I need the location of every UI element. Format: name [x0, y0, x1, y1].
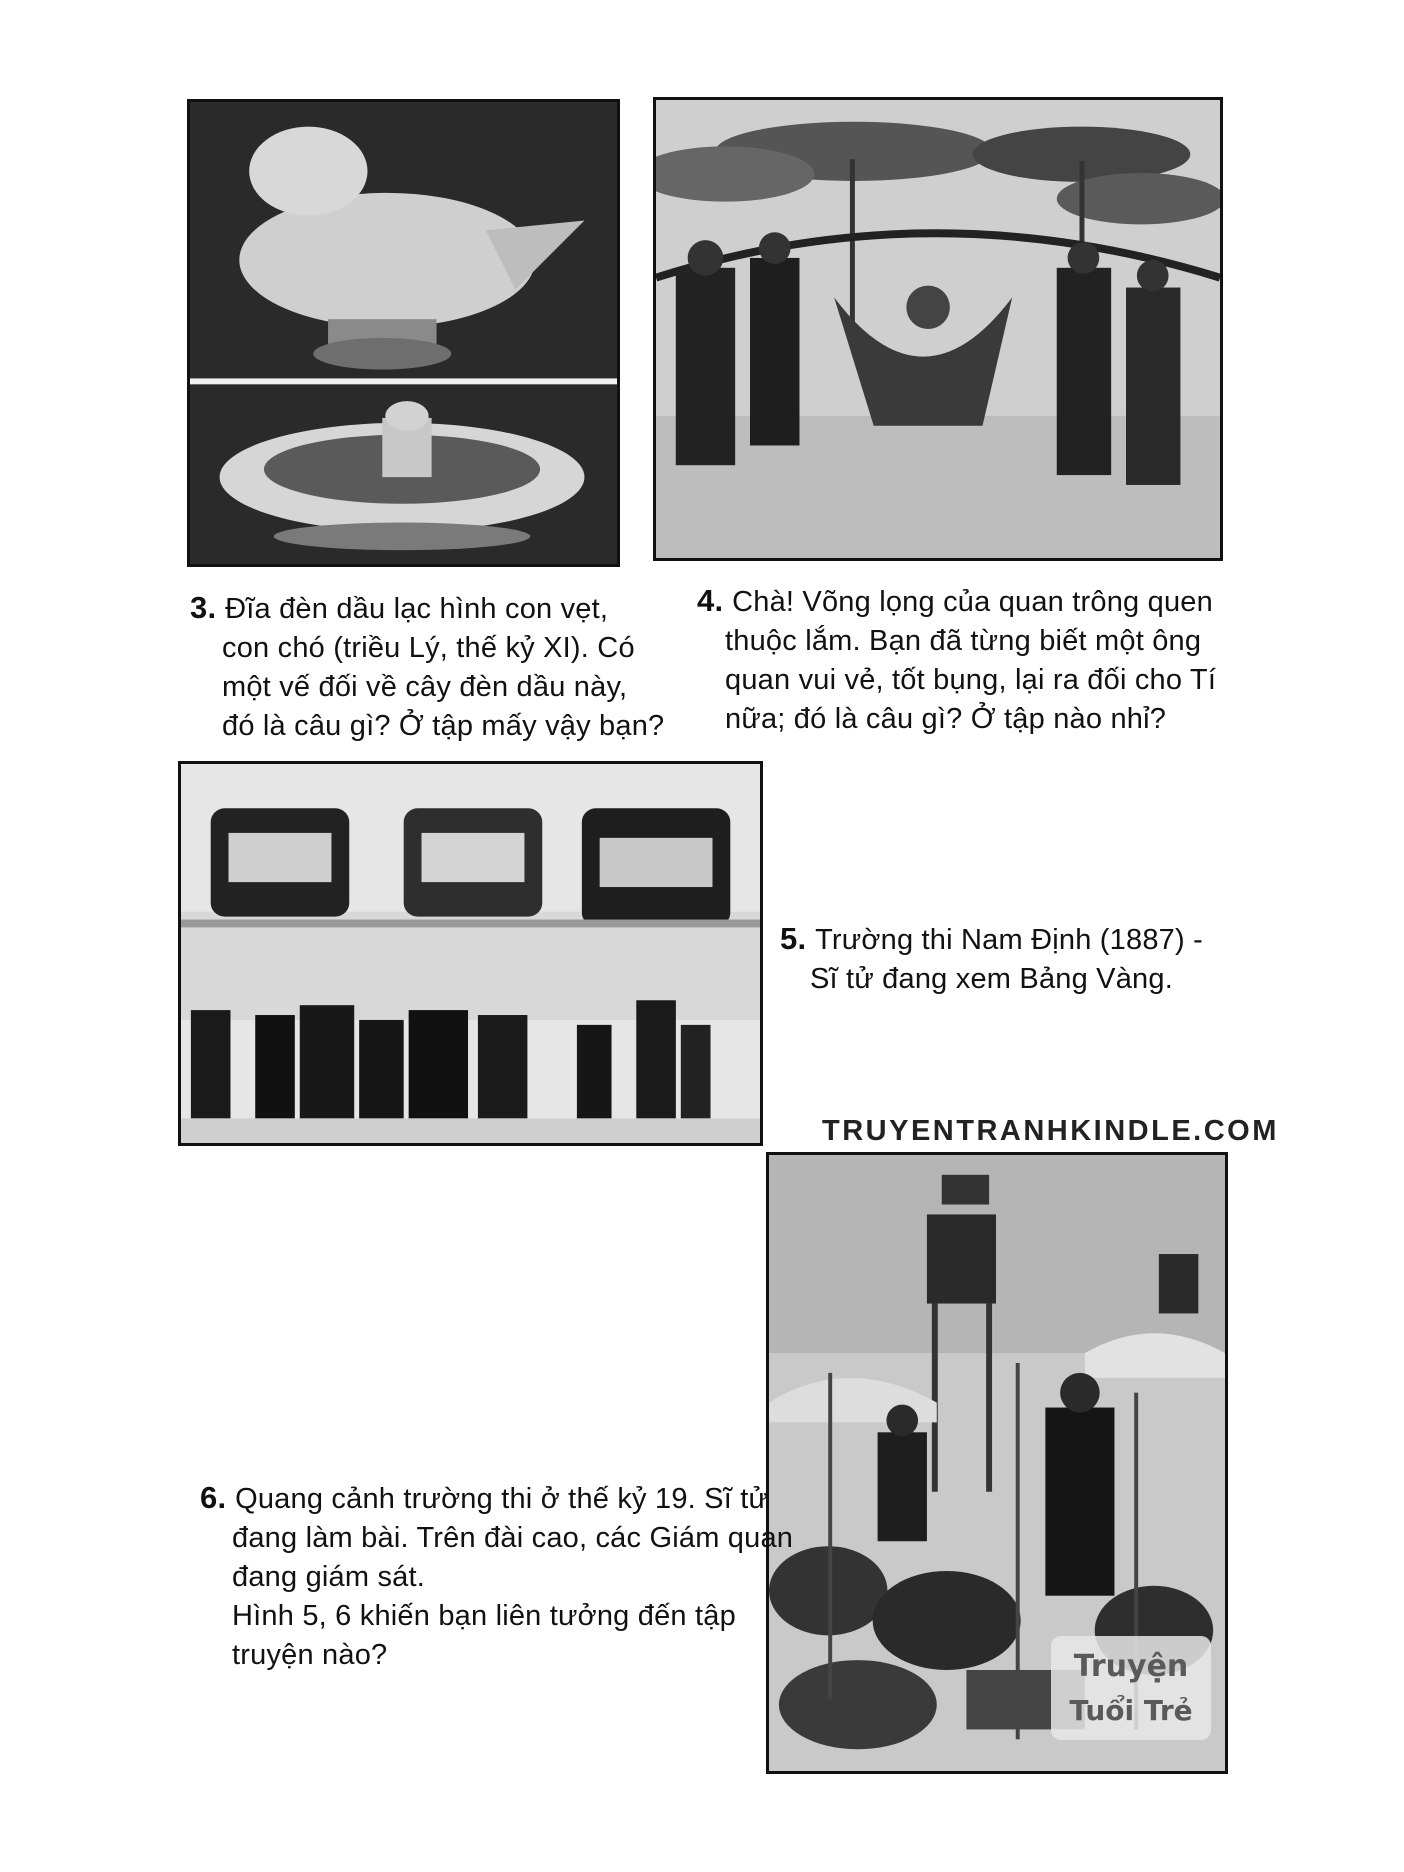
figure-5-number: 5: [780, 921, 798, 956]
figure-5-text-line-1: Trường thi Nam Định (1887) -: [815, 924, 1203, 956]
site-watermark: TRUYENTRANHKINDLE.COM: [822, 1115, 1279, 1147]
figure-6-text-line-4: Hình 5, 6 khiến bạn liên tưởng đến tập: [232, 1600, 736, 1632]
figure-4-text-line-2: thuộc lắm. Bạn đã từng biết một ông: [725, 625, 1202, 657]
figure-3-text-line-1: Đĩa đèn dầu lạc hình con vẹt,: [225, 593, 609, 625]
stamp-line-2: Tuổi Trẻ: [1069, 1694, 1193, 1727]
figure-3-photo: [187, 99, 620, 567]
figure-4-text-line-3: quan vui vẻ, tốt bụng, lại ra đối cho Tí: [725, 664, 1217, 696]
nam-dinh-exam-board-photo-icon: [181, 764, 760, 1143]
mandarin-hammock-parasol-photo-icon: [656, 100, 1220, 558]
figure-5-caption: [780, 919, 1203, 999]
figure-4-text-line-4: nữa; đó là câu gì? Ở tập nào nhỉ?: [725, 703, 1167, 735]
figure-3-number: 3: [190, 590, 208, 625]
figure-6-text-line-1: Quang cảnh trường thi ở thế kỷ 19. Sĩ tử: [235, 1483, 769, 1515]
figure-6-text-line-2: đang làm bài. Trên đài cao, các Giám quan: [232, 1522, 794, 1554]
caption-line: 3. Đĩa đèn dầu lạc hình con vẹt,: [190, 590, 609, 625]
stamp-line-1: Truyện: [1073, 1649, 1189, 1684]
caption-line: 4. Chà! Võng lọng của quan trông quen: [697, 583, 1213, 618]
figure-4-caption: [697, 581, 1216, 739]
figure-6-text-line-3: đang giám sát.: [232, 1561, 426, 1593]
figure-3-caption: [190, 588, 664, 746]
caption-line: 5. Trường thi Nam Định (1887) -: [780, 921, 1203, 956]
figure-6-caption: [200, 1478, 793, 1675]
caption-line: 6. Quang cảnh trường thi ở thế kỷ 19. Sĩ tử: [200, 1480, 769, 1515]
figure-4-photo: [653, 97, 1223, 561]
figure-3-text-line-2: con chó (triều Lý, thế kỷ XI). Có: [222, 632, 635, 664]
figure-6-number: 6: [200, 1480, 218, 1515]
figure-4-number: 4: [697, 583, 715, 618]
ceramic-oil-lamp-photo-icon: [190, 102, 617, 564]
figure-3-text-line-4: đó là câu gì? Ở tập mấy vậy bạn?: [222, 710, 665, 742]
figure-6-text-line-5: truyện nào?: [232, 1639, 388, 1671]
figure-3-text-line-3: một vế đối về cây đèn dầu này,: [222, 671, 628, 703]
figure-5-photo: [178, 761, 763, 1146]
truyen-tuoi-tre-stamp-icon: [1047, 1628, 1215, 1746]
figure-5-text-line-2: Sĩ tử đang xem Bảng Vàng.: [810, 963, 1173, 995]
figure-4-text-line-1: Chà! Võng lọng của quan trông quen: [732, 586, 1213, 618]
